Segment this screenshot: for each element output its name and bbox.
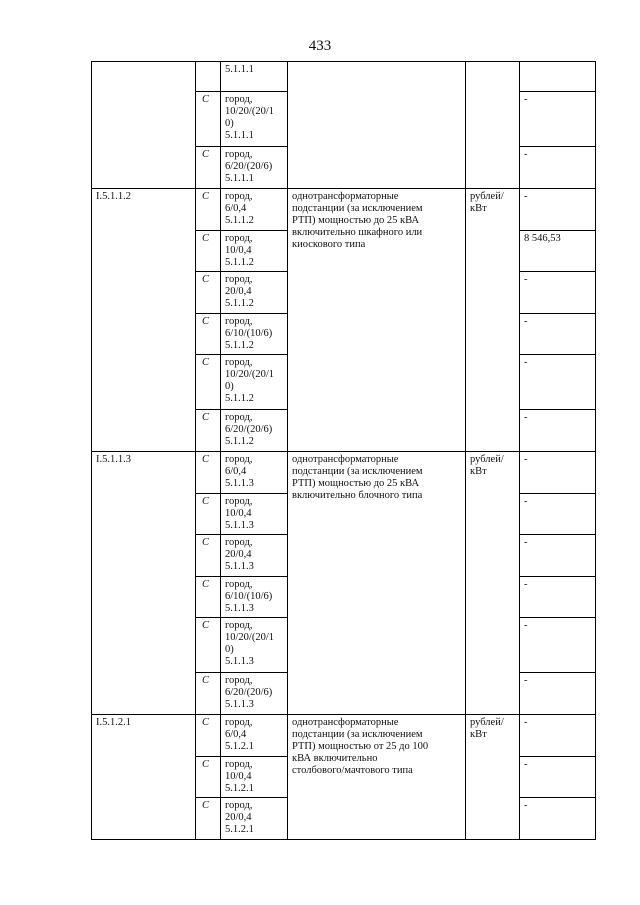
- letter-cell: C: [196, 618, 221, 673]
- cell-line: 5.1.1.2: [225, 215, 254, 226]
- cell-line: подстанции (за исключением: [292, 729, 423, 740]
- cell-line: 0): [225, 381, 234, 392]
- cell-line: 5.1.1.2: [225, 340, 254, 351]
- voltage-cell: [221, 62, 288, 92]
- cell-line: город,: [225, 274, 253, 285]
- cell-line: включительно шкафного или: [292, 227, 423, 238]
- cell-line: город,: [225, 233, 253, 244]
- cell-line: 10/0,4: [225, 771, 252, 782]
- letter-cell: C: [196, 92, 221, 147]
- cell-line: 20/0,4: [225, 812, 252, 823]
- cell-line: город,: [225, 412, 253, 423]
- price-cell: -: [520, 577, 596, 618]
- price-cell: -: [520, 272, 596, 314]
- price-cell: -: [520, 798, 596, 840]
- voltage-cell: [221, 314, 288, 355]
- cell-line: город,: [225, 675, 253, 686]
- cell-line: 5.1.1.2: [225, 298, 254, 309]
- table-row: [92, 62, 596, 92]
- cell-line: 0): [225, 644, 234, 655]
- cell-line: город,: [225, 149, 253, 160]
- cell-line: РТП) мощностью до 25 кВА: [292, 215, 420, 226]
- cell-line: РТП) мощностью от 25 до 100: [292, 741, 429, 752]
- cell-line: город,: [225, 800, 253, 811]
- price-cell: -: [520, 189, 596, 231]
- code-cell: I.5.1.1.2: [92, 189, 196, 452]
- page-number: 433: [308, 38, 332, 54]
- cell-line: 5.1.1.3: [225, 520, 254, 531]
- table-row: [92, 189, 596, 231]
- unit-cell: [466, 715, 520, 840]
- voltage-cell: [221, 798, 288, 840]
- letter-cell: C: [196, 715, 221, 757]
- voltage-cell: [221, 92, 288, 147]
- code-cell: I.5.1.2.1: [92, 715, 196, 840]
- voltage-cell: [221, 189, 288, 231]
- cell-line: РТП) мощностью до 25 кВА: [292, 478, 420, 489]
- letter-cell: C: [196, 494, 221, 535]
- cell-line: 10/0,4: [225, 508, 252, 519]
- voltage-cell: [221, 147, 288, 189]
- price-cell: -: [520, 452, 596, 494]
- cell-line: 6/10/(10/6): [225, 591, 273, 602]
- cell-line: 5.1.2.1: [225, 824, 254, 835]
- price-cell: -: [520, 757, 596, 798]
- code-cell: I.5.1.1.3: [92, 452, 196, 715]
- letter-cell: C: [196, 757, 221, 798]
- voltage-cell: [221, 272, 288, 314]
- unit-cell: [466, 452, 520, 715]
- voltage-cell: [221, 757, 288, 798]
- cell-line: город,: [225, 357, 253, 368]
- price-cell: -: [520, 410, 596, 452]
- price-cell: -: [520, 535, 596, 577]
- letter-cell: C: [196, 410, 221, 452]
- letter-cell: C: [196, 673, 221, 715]
- letter-cell: C: [196, 189, 221, 231]
- price-cell: -: [520, 92, 596, 147]
- price-cell: 8 546,53: [520, 231, 596, 272]
- cell-line: город,: [225, 496, 253, 507]
- cell-line: 5.1.1.3: [225, 656, 254, 667]
- cell-line: включительно блочного типа: [292, 490, 423, 501]
- cell-line: 5.1.1.3: [225, 478, 254, 489]
- price-cell: -: [520, 673, 596, 715]
- voltage-cell: [221, 715, 288, 757]
- voltage-cell: [221, 535, 288, 577]
- cell-line: 20/0,4: [225, 549, 252, 560]
- code-cell: [92, 62, 196, 189]
- voltage-cell: [221, 231, 288, 272]
- table-row: [92, 452, 596, 494]
- cell-line: 5.1.1.3: [225, 603, 254, 614]
- letter-cell: C: [196, 452, 221, 494]
- cell-line: город,: [225, 537, 253, 548]
- cell-line: кВт: [470, 729, 487, 740]
- letter-cell: C: [196, 577, 221, 618]
- cell-line: город,: [225, 717, 253, 728]
- cell-line: 5.1.2.1: [225, 741, 254, 752]
- cell-line: 5.1.2.1: [225, 783, 254, 794]
- unit-cell: [466, 62, 520, 189]
- cell-line: 10/20/(20/1: [225, 106, 274, 117]
- cell-line: однотрансформаторные: [292, 454, 399, 465]
- letter-cell: C: [196, 231, 221, 272]
- price-cell: -: [520, 494, 596, 535]
- description-cell: [288, 62, 466, 189]
- price-cell: -: [520, 355, 596, 410]
- voltage-cell: [221, 618, 288, 673]
- letter-cell: C: [196, 798, 221, 840]
- voltage-cell: [221, 410, 288, 452]
- cell-line: 6/20/(20/6): [225, 687, 273, 698]
- cell-line: 5.1.1.2: [225, 393, 254, 404]
- cell-line: 20/0,4: [225, 286, 252, 297]
- cell-line: 5.1.1.2: [225, 436, 254, 447]
- cell-line: 0): [225, 118, 234, 129]
- letter-cell: C: [196, 355, 221, 410]
- letter-cell: [196, 62, 221, 92]
- cell-line: 5.1.1.3: [225, 699, 254, 710]
- price-cell: -: [520, 618, 596, 673]
- cell-line: 6/0,4: [225, 203, 247, 214]
- letter-cell: C: [196, 147, 221, 189]
- price-cell: -: [520, 147, 596, 189]
- letter-cell: C: [196, 314, 221, 355]
- cell-line: 6/20/(20/6): [225, 424, 273, 435]
- cell-line: подстанции (за исключением: [292, 203, 423, 214]
- price-cell: [520, 62, 596, 92]
- cell-line: рублей/: [470, 191, 504, 202]
- letter-cell: C: [196, 535, 221, 577]
- cell-line: 6/0,4: [225, 466, 247, 477]
- cell-line: рублей/: [470, 454, 504, 465]
- price-cell: -: [520, 314, 596, 355]
- cell-line: 10/20/(20/1: [225, 632, 274, 643]
- cell-line: 6/10/(10/6): [225, 328, 273, 339]
- cell-line: 5.1.1.3: [225, 561, 254, 572]
- cell-line: 10/0,4: [225, 245, 252, 256]
- cell-line: кВт: [470, 466, 487, 477]
- cell-line: киоскового типа: [292, 239, 366, 250]
- cell-line: 5.1.1.2: [225, 257, 254, 268]
- cell-line: 6/20/(20/6): [225, 161, 273, 172]
- cell-line: рублей/: [470, 717, 504, 728]
- cell-line: столбового/мачтового типа: [292, 765, 413, 776]
- cell-line: город,: [225, 454, 253, 465]
- cell-line: город,: [225, 620, 253, 631]
- cell-line: 5.1.1.1: [225, 130, 254, 141]
- description-cell: [288, 452, 466, 715]
- table-row: [92, 715, 596, 757]
- price-cell: -: [520, 715, 596, 757]
- unit-cell: [466, 189, 520, 452]
- voltage-cell: [221, 577, 288, 618]
- cell-line: город,: [225, 759, 253, 770]
- cell-line: кВА включительно: [292, 753, 378, 764]
- cell-line: 5.1.1.1: [225, 173, 254, 184]
- cell-line: 5.1.1.1: [225, 64, 254, 75]
- cell-line: 6/0,4: [225, 729, 247, 740]
- cell-line: город,: [225, 191, 253, 202]
- cell-line: город,: [225, 94, 253, 105]
- voltage-cell: [221, 452, 288, 494]
- cell-line: город,: [225, 579, 253, 590]
- cell-line: однотрансформаторные: [292, 191, 399, 202]
- cell-line: 10/20/(20/1: [225, 369, 274, 380]
- cell-line: кВт: [470, 203, 487, 214]
- description-cell: [288, 715, 466, 840]
- voltage-cell: [221, 494, 288, 535]
- description-cell: [288, 189, 466, 452]
- voltage-cell: [221, 673, 288, 715]
- voltage-cell: [221, 355, 288, 410]
- cell-line: однотрансформаторные: [292, 717, 399, 728]
- letter-cell: C: [196, 272, 221, 314]
- cell-line: подстанции (за исключением: [292, 466, 423, 477]
- cell-line: город,: [225, 316, 253, 327]
- tariff-table: [91, 61, 596, 840]
